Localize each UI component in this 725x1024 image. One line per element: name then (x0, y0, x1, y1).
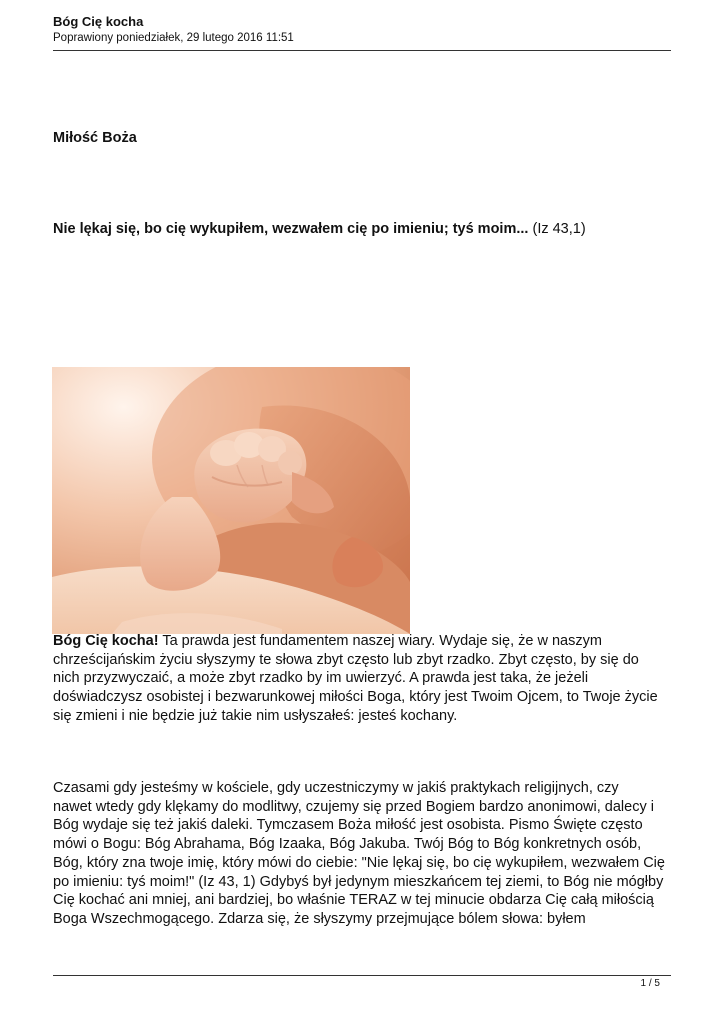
paragraph-line: Czasami gdy jesteśmy w kościele, gdy uczestniczymy w jakiś praktykach religijnych, czy (53, 780, 619, 796)
quote-text: Nie lękaj się, bo cię wykupiłem, wezwałem cię po imieniu; tyś moim... (53, 221, 529, 237)
document-title: Bóg Cię kocha (53, 14, 144, 29)
quote-reference: (Iz 43,1) (532, 221, 586, 237)
paragraph-line-text: Ta prawda jest fundamentem naszej wiary. Wydaje się, że w naszym (158, 633, 602, 649)
paragraph-line: po imieniu: tyś moim!" (Iz 43, 1) Gdybyś był jedynym mieszkańcem tej ziemi, to Bóg nie mógłby (53, 873, 664, 890)
paragraph-line (53, 632, 683, 651)
paragraph-line: Bóg wydaje się też jakiś daleki. Tymczasem Boża miłość jest osobista. Pismo Święte często (53, 817, 643, 834)
paragraph-intro (53, 632, 683, 726)
scripture-quote (53, 220, 586, 238)
paragraph-line: Cię kochać ani mniej, ani bardziej, bo właśnie TERAZ w tej minucie obdarza Cię całą miłością (53, 892, 654, 909)
header-divider (53, 50, 671, 51)
paragraph-line: Bóg, który zna twoje imię, który mówi do ciebie: "Nie lękaj się, bo cię wykupiłem, wezwałem Cię (53, 854, 665, 871)
footer-divider (53, 975, 671, 976)
paragraph-line: nawet wtedy gdy klękamy do modlitwy, czujemy się przed Bogiem bardzo anonimowi, dalecy i (53, 798, 654, 815)
paragraph-line: doświadczysz osobistej i bezwarunkowej miłości Boga, który jest Twoim Ojcem, to Twoje życie (53, 689, 658, 706)
baby-hand-photo-illustration (52, 367, 410, 634)
paragraph-line: nich przyzwyczaić, a może zbyt rzadko by im uwierzyć. A prawda jest taka, że jeżeli (53, 670, 589, 687)
page-number: 1 / 5 (640, 978, 660, 989)
paragraph-line: chrześcijańskim życiu słyszymy te słowa zbyt często lub zbyt rzadko. Zbyt często, by się do (53, 651, 639, 668)
paragraph-line: Boga Wszechmogącego. Zdarza się, że słyszymy przejmujące bólem słowa: byłem (53, 910, 586, 927)
paragraph-line: się zmieni i nie będzie już takie nim usłyszałeś: jesteś kochany. (53, 707, 458, 724)
paragraph-line: mówi o Bogu: Bóg Abrahama, Bóg Izaaka, Bóg Jakuba. Twój Bóg to Bóg konkretnych osób, (53, 836, 642, 853)
document-modified-date: Poprawiony poniedziałek, 29 lutego 2016 11:51 (53, 32, 294, 44)
paragraph-body (53, 779, 683, 929)
baby-hand-photo (52, 367, 410, 634)
paragraph-lead: Bóg Cię kocha! (53, 633, 159, 649)
section-heading: Miłość Boża (53, 130, 137, 146)
